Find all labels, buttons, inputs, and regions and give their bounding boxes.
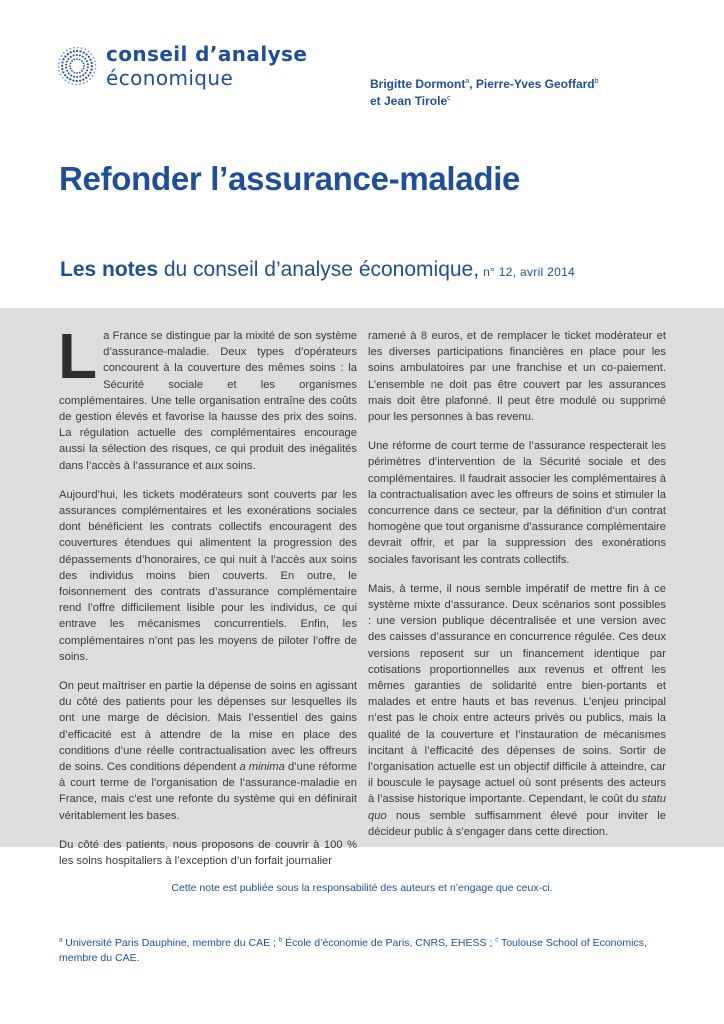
paragraph: Du côté des patients, nous proposons de couvrir à 100 % les soins hospitaliers à l’exception d’un forfait journalier (59, 838, 357, 868)
paragraph-text: d’une réforme à court terme de l’organisation de l’assurance-maladie en France, mais c’est une refonte du système qui en définirait véritablement les bases. (59, 761, 358, 822)
logo-dot (70, 62, 72, 64)
logo-dot (90, 53, 92, 55)
logo-dot (86, 81, 88, 83)
paragraph: Une réforme de court terme de l’assurance respecterait les périmètres d’intervention de la Sécurité sociale et des complémentaires. Il faudrait associer les complémentaires à la contractualisation avec les offreurs de soins et stimuler la concurrence dans ce secteur, par la définition d’un contrat homogène que tout organisme d’assurance complémentaire devrait offrir, et par la suppression des exonérations sociales favorisant les contrats collectifs. (368, 440, 666, 566)
paragraph: ramené à 8 euros, et de remplacer le ticket modérateur et les diverses participations financières en place pour les soins ambulatoires par une franchise et un co-paiement. L’ensemble ne doit pas être couvert par les assurances mais doit être plafonné. Il peut être modulé ou supprimé pour les personnes à bas revenu. (368, 330, 666, 424)
logo-dot (84, 72, 86, 74)
logo-dot (68, 58, 70, 60)
logo-dot (65, 64, 67, 66)
org-name-line1: conseil d’analyse (106, 42, 308, 66)
logo-dot (83, 68, 85, 70)
logo-dot (75, 84, 77, 86)
author-dormont: Brigitte Dormont (370, 77, 466, 91)
logo-dot (83, 82, 85, 84)
logo-dot (69, 48, 71, 50)
logo-dot (83, 65, 85, 67)
logo-dot (88, 51, 90, 53)
paragraph: Aujourd’hui, les tickets modérateurs sont couverts par les assurances complémentaires et les exonérations sociales dont bénéficient les contrats collectifs encouragent des couvertures étendues qui alimentent la progression des dépassements d’honoraires, ce qui nuit à l’accès aux soins des individus moins bien couverts. En outre, le foisonnement des contrats d’assurance complémentaire rend l’offre difficilement lisible pour les individus, ce qui entrave les mécanismes concurrentiels. Enfin, les complémentaires n’ont pas les moyens de piloter l’offre de soins. (59, 488, 357, 663)
logo-dot (66, 70, 68, 72)
logo-dot (73, 55, 75, 57)
authors-block (370, 76, 599, 110)
logo-dot (60, 74, 62, 76)
logo-dot (70, 51, 72, 53)
logo-dot (70, 68, 72, 70)
logo-dot (82, 74, 84, 76)
logo-dot (79, 72, 81, 74)
logo-dot (58, 66, 60, 68)
logo-dot (84, 58, 86, 60)
logo-dot (76, 58, 78, 60)
logo-dot (71, 83, 73, 85)
logo-dot (67, 53, 69, 55)
logo-dot (65, 80, 67, 82)
logo-dot (62, 77, 64, 79)
logo-dot (62, 58, 64, 60)
logo-dot (76, 54, 78, 56)
logo-dot (61, 55, 63, 57)
logo-dot (71, 60, 73, 62)
logo-dot (82, 56, 84, 58)
logo-dot (79, 59, 81, 61)
logo-dot (68, 82, 70, 84)
logo-dot (89, 72, 91, 74)
logo-dot (88, 56, 90, 58)
logo-dot (79, 75, 81, 77)
logo-dot (82, 79, 84, 81)
logo-dot (76, 50, 78, 52)
logo-dot (92, 75, 94, 77)
cae-logo-icon (57, 46, 97, 86)
logo-dot (87, 66, 89, 68)
footnote-mark-c: c (495, 937, 499, 944)
logo-dot (83, 51, 85, 53)
logo-dot (76, 72, 78, 74)
logo-dot (93, 72, 95, 74)
logo-dot (73, 47, 75, 49)
logo-dot (70, 56, 72, 58)
author-sup-c: c (447, 95, 451, 102)
logo-dot (73, 59, 75, 61)
logo-dot (62, 71, 64, 73)
logo-dot (86, 69, 88, 71)
author-sup-b: b (594, 78, 599, 85)
logo-dot (86, 60, 88, 62)
logo-dot (66, 61, 68, 63)
authors-line1 (370, 76, 599, 93)
logo-dot (87, 74, 89, 76)
paragraph-text: On peut maîtriser en partie la dépense de soins en agissant du côté des patients pour les dépenses sur lesquelles ils ont une marge de décision. Mais l’essentiel des gains d’efficacité est à attendre de la mise en place des conditions d’une réelle contractualisation avec les offreurs de soins. Ces conditions dépendent (59, 680, 357, 774)
paragraph (58, 320, 357, 474)
series-rest: du conseil d’analyse économique, (158, 258, 480, 281)
logo-dot (79, 50, 81, 52)
logo-dot (85, 77, 87, 79)
logo-dot (70, 74, 72, 76)
logo-dot (93, 57, 95, 59)
logo-dot (81, 47, 83, 49)
logo-dot (73, 76, 75, 78)
footnote-c: Toulouse School of Economics, membre du CAE. (59, 937, 647, 964)
emphasis: statu quo (368, 793, 666, 822)
logo-dot (61, 61, 63, 63)
drop-cap: L (58, 320, 98, 392)
logo-dot (79, 83, 81, 85)
logo-dot (84, 49, 86, 51)
series-bold: Les notes (60, 258, 159, 281)
footnote-b: École d’économie de Paris, CNRS, EHESS ; (282, 937, 496, 949)
summary-column-left (58, 320, 358, 882)
paragraph-text: Mais, à terme, il nous semble impératif de mettre fin à ce système mixte d’assurance. Deux scénarios sont possibles : une version publique décentralisée et une version avec des caisses d’assurance en concurrence régulée. Ces deux versions reposent sur un financement identique par cotisations proportionnelles aux revenus et offrent les mêmes garanties de solidarité entre bien-portants et malades et entre hauts et bas revenus. L’enjeu principal n’est pas le choix entre acteurs privés ou publics, mais la qualité de la couverture et l’instauration de mécanismes incitant à l’efficacité des dépenses de soins. Sortir de l’organisation actuelle est un objectif difficile à atteindre, car il bouscule le paysage actuel où sont présents des acteurs à l’assise historique importante. Cependant, le coût du (368, 582, 666, 806)
paragraph (59, 678, 357, 824)
logo-dot (69, 78, 71, 80)
logo-dot (89, 78, 91, 80)
emphasis: a minima (239, 761, 285, 774)
responsibility-note: Cette note est publiée sous la responsabilité des auteurs et n’engage que ceux-ci. (171, 882, 553, 894)
logo-dot (76, 76, 78, 78)
logo-dot (58, 70, 60, 72)
paragraph (368, 581, 666, 840)
logo-dot (91, 65, 93, 67)
logo-dot (73, 72, 75, 74)
logo-dot (81, 60, 83, 62)
footnote-a: Université Paris Dauphine, membre du CAE ; (62, 937, 279, 949)
summary-column-right (368, 328, 666, 853)
org-name-line2: économique (106, 66, 234, 90)
document-title: Refonder l’assurance-maladie (59, 160, 521, 197)
logo-dot (90, 59, 92, 61)
author-tirole: et Jean Tirole (370, 94, 448, 108)
logo-dot (79, 80, 81, 82)
logo-dot (64, 55, 66, 57)
logo-dot (61, 68, 63, 70)
logo-dot (83, 62, 85, 64)
logo-dot (59, 59, 61, 61)
series-line (60, 258, 575, 282)
logo-dot (87, 63, 89, 65)
logo-dot (61, 65, 63, 67)
footnote-mark-a: a (59, 937, 63, 944)
logo-dot (69, 65, 71, 67)
footnotes (59, 936, 669, 966)
logo-dot (66, 50, 68, 52)
logo-dot (65, 67, 67, 69)
author-geoffard: , Pierre-Yves Geoffard (469, 77, 595, 91)
logo-dot (77, 47, 79, 49)
logo-dot (79, 54, 81, 56)
authors-line2 (370, 93, 599, 110)
logo-dot (72, 79, 74, 81)
logo-dot (66, 76, 68, 78)
logo-dot (76, 80, 78, 82)
logo-dot (94, 68, 96, 70)
organization-name (106, 44, 307, 88)
issue-number: n° 12, avril 2014 (483, 265, 576, 279)
paragraph-text: a France se distingue par la mixité de son système d’assurance-maladie. Deux types d’opérateurs concourent à la couverture des mêmes soins : la Sécurité sociale et les organismes complémentaires. Une telle organisation entraîne des coûts de gestion élevés et favorise la hausse des prix des soins. La régulation actuelle des complémentaires encourage aussi la sélection des risques, ce qui produit des inégalités dans l’accès à l’assurance et aux soins. (59, 330, 357, 472)
paragraph-text: nous semble suffisamment élevé pour inviter le décideur public à s’engager dans cette direction. (368, 809, 666, 838)
logo-dot (90, 68, 92, 70)
logo-dot (91, 62, 93, 64)
logo-dot (85, 53, 87, 55)
author-sup-a: a (465, 78, 470, 85)
logo-dot (58, 62, 60, 64)
logo-dot (71, 70, 73, 72)
logo-dot (63, 52, 65, 54)
logo-dot (64, 74, 66, 76)
logo-dot (94, 60, 96, 62)
logo-dot (95, 64, 97, 66)
footnote-mark-b: b (278, 937, 283, 944)
logo-dot (68, 72, 70, 74)
logo-dot (73, 50, 75, 52)
logo-dot (81, 70, 83, 72)
